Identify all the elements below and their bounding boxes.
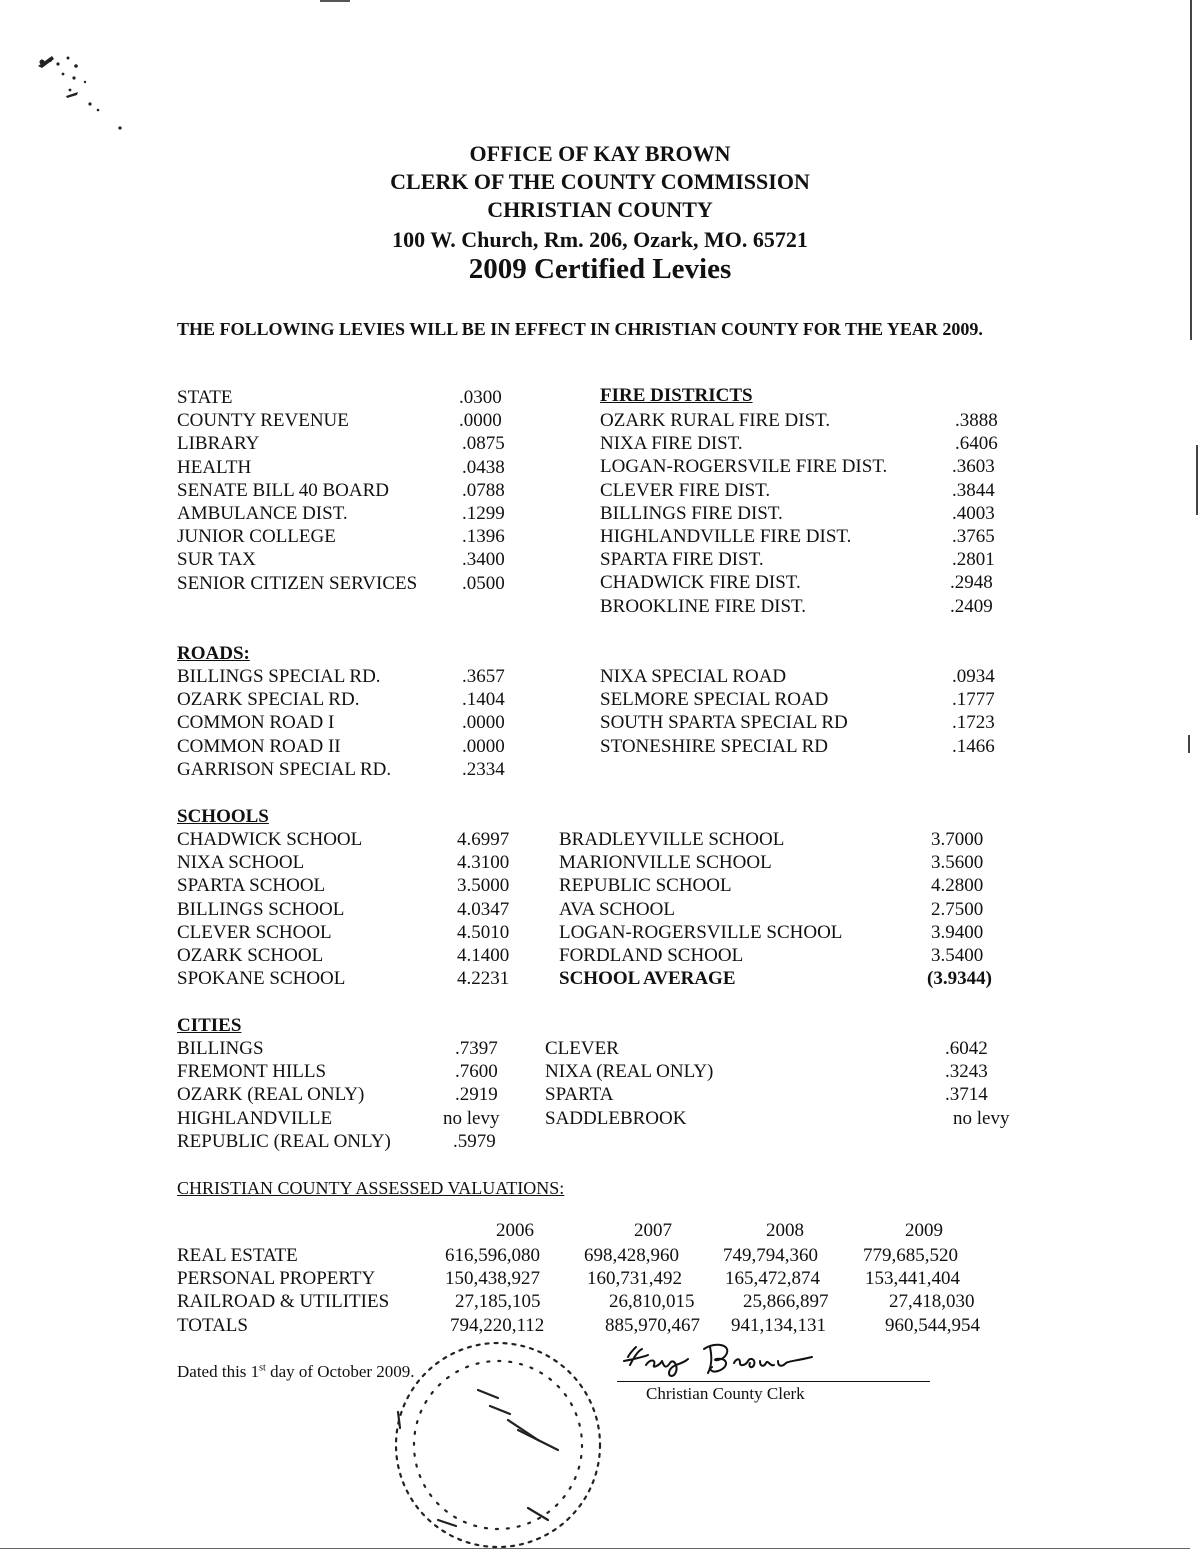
fire-district-name: BILLINGS FIRE DIST. bbox=[600, 502, 783, 524]
intro-statement: THE FOLLOWING LEVIES WILL BE IN EFFECT IN CHRISTIAN COUNTY FOR THE YEAR 2009. bbox=[177, 319, 983, 339]
road-row bbox=[177, 711, 537, 734]
fire-district-name: BROOKLINE FIRE DIST. bbox=[600, 595, 807, 617]
levy-row bbox=[177, 386, 537, 409]
school-value: 4.5010 bbox=[457, 921, 510, 943]
valuation-label: TOTALS bbox=[177, 1315, 248, 1336]
levy-name: STATE bbox=[177, 387, 233, 408]
signature-line bbox=[617, 1381, 930, 1382]
fire-district-value: .3844 bbox=[952, 479, 995, 501]
school-value: 4.3100 bbox=[457, 852, 510, 874]
general-levies-list bbox=[177, 386, 537, 595]
levy-name: COUNTY REVENUE bbox=[177, 410, 349, 432]
dated-prefix: Dated this 1 bbox=[177, 1362, 260, 1381]
levy-name: SENATE BILL 40 BOARD bbox=[177, 479, 389, 501]
road-name: SELMORE SPECIAL ROAD bbox=[600, 689, 829, 711]
school-row bbox=[177, 874, 537, 897]
school-average-row bbox=[559, 967, 1009, 990]
road-value: .1404 bbox=[462, 689, 505, 711]
levy-name: HEALTH bbox=[177, 456, 252, 478]
dated-suffix: day of October 2009. bbox=[265, 1362, 415, 1381]
valuation-value: 27,185,105 bbox=[455, 1291, 541, 1312]
city-name: REPUBLIC (REAL ONLY) bbox=[177, 1130, 391, 1152]
school-row bbox=[177, 851, 537, 874]
fire-district-name: LOGAN-ROGERSVILE FIRE DIST. bbox=[600, 456, 888, 478]
levy-name: AMBULANCE DIST. bbox=[177, 502, 348, 524]
city-row bbox=[177, 1107, 537, 1130]
document-title: 2009 Certified Levies bbox=[468, 253, 732, 285]
fire-district-row bbox=[600, 409, 1000, 432]
scan-speckle-mark bbox=[30, 40, 140, 140]
road-value: .0000 bbox=[462, 712, 505, 734]
road-name: STONESHIRE SPECIAL RD bbox=[600, 735, 829, 757]
fire-district-value: .3765 bbox=[952, 525, 995, 547]
school-value: 3.5400 bbox=[931, 944, 984, 966]
road-value: .1466 bbox=[952, 735, 995, 757]
city-name: SADDLEBROOK bbox=[545, 1107, 687, 1129]
school-value: 4.0347 bbox=[457, 898, 510, 920]
year-header: 2007 bbox=[634, 1220, 672, 1241]
fire-district-row bbox=[600, 525, 1000, 548]
levy-value: .3400 bbox=[462, 549, 505, 571]
valuation-value: 960,544,954 bbox=[885, 1315, 980, 1336]
scan-edge-line bbox=[320, 0, 350, 2]
fire-district-row bbox=[600, 432, 1000, 455]
road-value: .3657 bbox=[462, 666, 505, 687]
road-row bbox=[177, 758, 537, 781]
school-name: REPUBLIC SCHOOL bbox=[559, 875, 732, 897]
office-title: CLERK OF THE COUNTY COMMISSION bbox=[390, 169, 810, 194]
school-value: 4.2800 bbox=[931, 875, 984, 897]
city-value: .5979 bbox=[453, 1130, 496, 1152]
fire-district-value: .3603 bbox=[952, 456, 995, 478]
valuation-value: 25,866,897 bbox=[743, 1291, 829, 1312]
school-value: 4.1400 bbox=[457, 944, 510, 966]
fire-district-name: OZARK RURAL FIRE DIST. bbox=[600, 410, 831, 431]
valuation-label: PERSONAL PROPERTY bbox=[177, 1268, 376, 1289]
fire-district-row bbox=[600, 595, 1000, 618]
levy-row bbox=[177, 479, 537, 502]
road-name: COMMON ROAD I bbox=[177, 712, 335, 734]
city-name: BILLINGS bbox=[177, 1038, 264, 1059]
year-header: 2008 bbox=[766, 1220, 804, 1241]
roads-heading: ROADS: bbox=[177, 643, 250, 664]
scan-edge-line bbox=[1188, 735, 1190, 753]
city-row bbox=[177, 1037, 537, 1060]
city-value: .7600 bbox=[455, 1061, 498, 1083]
school-value: 3.5600 bbox=[931, 852, 984, 874]
road-name: SOUTH SPARTA SPECIAL RD bbox=[600, 712, 848, 734]
fire-district-name: SPARTA FIRE DIST. bbox=[600, 549, 764, 571]
school-name: BRADLEYVILLE SCHOOL bbox=[559, 829, 785, 850]
signature-title: Christian County Clerk bbox=[646, 1384, 805, 1403]
city-value: .3714 bbox=[945, 1084, 988, 1106]
school-name: LOGAN-ROGERSVILLE SCHOOL bbox=[559, 921, 843, 943]
school-value: 2.7500 bbox=[931, 898, 984, 920]
valuations-heading: CHRISTIAN COUNTY ASSESSED VALUATIONS: bbox=[177, 1178, 565, 1198]
valuation-value: 160,731,492 bbox=[587, 1268, 682, 1289]
road-name: BILLINGS SPECIAL RD. bbox=[177, 666, 381, 687]
road-value: .0000 bbox=[462, 735, 505, 757]
levy-value: .0000 bbox=[459, 410, 502, 432]
city-row bbox=[177, 1130, 537, 1153]
levy-row bbox=[177, 432, 537, 455]
road-row bbox=[600, 735, 1000, 758]
levy-value: .0788 bbox=[462, 479, 505, 501]
fire-districts-heading: FIRE DISTRICTS bbox=[600, 385, 753, 406]
cities-left-list bbox=[177, 1037, 537, 1153]
valuation-value: 165,472,874 bbox=[725, 1268, 820, 1289]
schools-heading: SCHOOLS bbox=[177, 806, 269, 827]
levy-row bbox=[177, 525, 537, 548]
fire-district-name: NIXA FIRE DIST. bbox=[600, 433, 743, 455]
city-name: SPARTA bbox=[545, 1084, 614, 1106]
school-row bbox=[559, 851, 1009, 874]
school-name: SPARTA SCHOOL bbox=[177, 875, 326, 897]
city-row bbox=[545, 1037, 1015, 1060]
schools-left-list bbox=[177, 828, 537, 990]
fire-district-name: CHADWICK FIRE DIST. bbox=[600, 572, 801, 594]
fire-district-value: .2801 bbox=[952, 549, 995, 571]
city-value: no levy bbox=[953, 1107, 1010, 1129]
valuation-row bbox=[177, 1291, 997, 1315]
fire-districts-list bbox=[600, 409, 1000, 618]
city-value: .2919 bbox=[455, 1084, 498, 1106]
fire-district-row bbox=[600, 455, 1000, 478]
school-name: AVA SCHOOL bbox=[559, 898, 675, 920]
scan-edge-line bbox=[1196, 445, 1198, 515]
clerk-signature bbox=[600, 1335, 840, 1385]
city-name: CLEVER bbox=[545, 1038, 619, 1059]
valuation-value: 616,596,080 bbox=[445, 1245, 540, 1266]
cities-right-list bbox=[545, 1037, 1015, 1130]
levy-value: .1396 bbox=[462, 526, 505, 548]
levy-row bbox=[177, 548, 537, 571]
valuation-value: 698,428,960 bbox=[584, 1245, 679, 1266]
school-row bbox=[559, 828, 1009, 851]
roads-left-list bbox=[177, 665, 537, 781]
school-row bbox=[559, 874, 1009, 897]
school-value: 4.2231 bbox=[457, 968, 510, 990]
road-name: COMMON ROAD II bbox=[177, 735, 341, 757]
valuation-value: 153,441,404 bbox=[865, 1268, 960, 1289]
road-row bbox=[177, 665, 537, 688]
city-name: OZARK (REAL ONLY) bbox=[177, 1084, 365, 1106]
school-name: FORDLAND SCHOOL bbox=[559, 944, 744, 966]
school-name: NIXA SCHOOL bbox=[177, 852, 305, 874]
school-row bbox=[177, 944, 537, 967]
levy-value: .0500 bbox=[462, 572, 505, 594]
valuation-value: 779,685,520 bbox=[863, 1245, 958, 1266]
fire-district-row bbox=[600, 502, 1000, 525]
fire-district-value: .2409 bbox=[950, 595, 993, 617]
city-value: .3243 bbox=[945, 1061, 988, 1083]
city-name: NIXA (REAL ONLY) bbox=[545, 1061, 714, 1083]
valuation-value: 749,794,360 bbox=[723, 1245, 818, 1266]
school-value: 3.5000 bbox=[457, 875, 510, 897]
valuation-value: 26,810,015 bbox=[609, 1291, 695, 1312]
levy-value: .0300 bbox=[459, 387, 502, 408]
school-value: 4.6997 bbox=[457, 829, 510, 850]
levy-row bbox=[177, 502, 537, 525]
levy-value: .0438 bbox=[462, 456, 505, 478]
city-value: .7397 bbox=[455, 1038, 498, 1059]
school-name: OZARK SCHOOL bbox=[177, 944, 324, 966]
schools-right-list bbox=[559, 828, 1009, 990]
valuation-label: REAL ESTATE bbox=[177, 1245, 298, 1266]
county-name: CHRISTIAN COUNTY bbox=[487, 197, 713, 222]
school-row bbox=[177, 921, 537, 944]
road-value: .1723 bbox=[952, 712, 995, 734]
road-row bbox=[177, 735, 537, 758]
road-value: .0934 bbox=[952, 666, 995, 687]
school-average-label: SCHOOL AVERAGE bbox=[559, 968, 736, 990]
levy-row bbox=[177, 456, 537, 479]
city-value: .6042 bbox=[945, 1038, 988, 1059]
cities-heading: CITIES bbox=[177, 1015, 242, 1036]
city-name: FREMONT HILLS bbox=[177, 1061, 327, 1083]
valuation-value: 885,970,467 bbox=[605, 1315, 700, 1336]
valuation-row bbox=[177, 1268, 997, 1292]
office-address: 100 W. Church, Rm. 206, Ozark, MO. 65721 bbox=[392, 227, 808, 252]
city-name: HIGHLANDVILLE bbox=[177, 1107, 333, 1129]
road-row bbox=[177, 688, 537, 711]
road-row bbox=[600, 688, 1000, 711]
fire-district-value: .3888 bbox=[955, 410, 998, 431]
fire-district-name: HIGHLANDVILLE FIRE DIST. bbox=[600, 525, 852, 547]
school-row bbox=[177, 967, 537, 990]
office-name: OFFICE OF KAY BROWN bbox=[469, 141, 731, 166]
year-header: 2009 bbox=[905, 1220, 943, 1241]
school-row bbox=[559, 898, 1009, 921]
levy-row bbox=[177, 572, 537, 595]
school-name: CLEVER SCHOOL bbox=[177, 921, 332, 943]
school-name: BILLINGS SCHOOL bbox=[177, 898, 345, 920]
city-row bbox=[177, 1060, 537, 1083]
city-row bbox=[177, 1083, 537, 1106]
year-header: 2006 bbox=[496, 1220, 534, 1241]
levy-value: .0875 bbox=[462, 433, 505, 455]
fire-district-row bbox=[600, 548, 1000, 571]
road-row bbox=[600, 711, 1000, 734]
valuation-row bbox=[177, 1245, 997, 1269]
fire-district-value: .4003 bbox=[952, 502, 995, 524]
school-row bbox=[177, 828, 537, 851]
fire-district-name: CLEVER FIRE DIST. bbox=[600, 479, 771, 501]
dated-ordinal: st bbox=[259, 1362, 266, 1374]
fire-district-value: .2948 bbox=[950, 572, 993, 594]
school-name: CHADWICK SCHOOL bbox=[177, 829, 363, 850]
school-value: 3.7000 bbox=[931, 829, 984, 850]
levy-name: JUNIOR COLLEGE bbox=[177, 526, 336, 548]
levy-value: .1299 bbox=[462, 502, 505, 524]
valuation-value: 150,438,927 bbox=[445, 1268, 540, 1289]
valuation-value: 794,220,112 bbox=[450, 1315, 545, 1336]
road-value: .2334 bbox=[462, 758, 505, 780]
valuation-value: 27,418,030 bbox=[889, 1291, 975, 1312]
city-row bbox=[545, 1060, 1015, 1083]
road-row bbox=[600, 665, 1000, 688]
roads-right-list bbox=[600, 665, 1000, 758]
road-name: OZARK SPECIAL RD. bbox=[177, 689, 360, 711]
levy-row bbox=[177, 409, 537, 432]
levy-name: LIBRARY bbox=[177, 433, 260, 455]
school-average-value: (3.9344) bbox=[927, 968, 992, 990]
city-row bbox=[545, 1083, 1015, 1106]
fire-district-row bbox=[600, 571, 1000, 594]
valuation-value: 941,134,131 bbox=[731, 1315, 826, 1336]
school-row bbox=[559, 944, 1009, 967]
school-name: SPOKANE SCHOOL bbox=[177, 968, 346, 990]
school-name: MARIONVILLE SCHOOL bbox=[559, 852, 772, 874]
school-row bbox=[559, 921, 1009, 944]
road-name: GARRISON SPECIAL RD. bbox=[177, 758, 392, 780]
levy-name: SUR TAX bbox=[177, 549, 256, 571]
valuation-label: RAILROAD & UTILITIES bbox=[177, 1291, 390, 1312]
city-value: no levy bbox=[443, 1107, 500, 1129]
school-row bbox=[177, 898, 537, 921]
fire-district-row bbox=[600, 479, 1000, 502]
county-seal-stamp bbox=[378, 1330, 638, 1560]
road-name: NIXA SPECIAL ROAD bbox=[600, 666, 787, 687]
school-value: 3.9400 bbox=[931, 921, 984, 943]
road-value: .1777 bbox=[952, 689, 995, 711]
city-row bbox=[545, 1107, 1015, 1130]
levy-name: SENIOR CITIZEN SERVICES bbox=[177, 572, 418, 594]
fire-district-value: .6406 bbox=[955, 433, 998, 455]
